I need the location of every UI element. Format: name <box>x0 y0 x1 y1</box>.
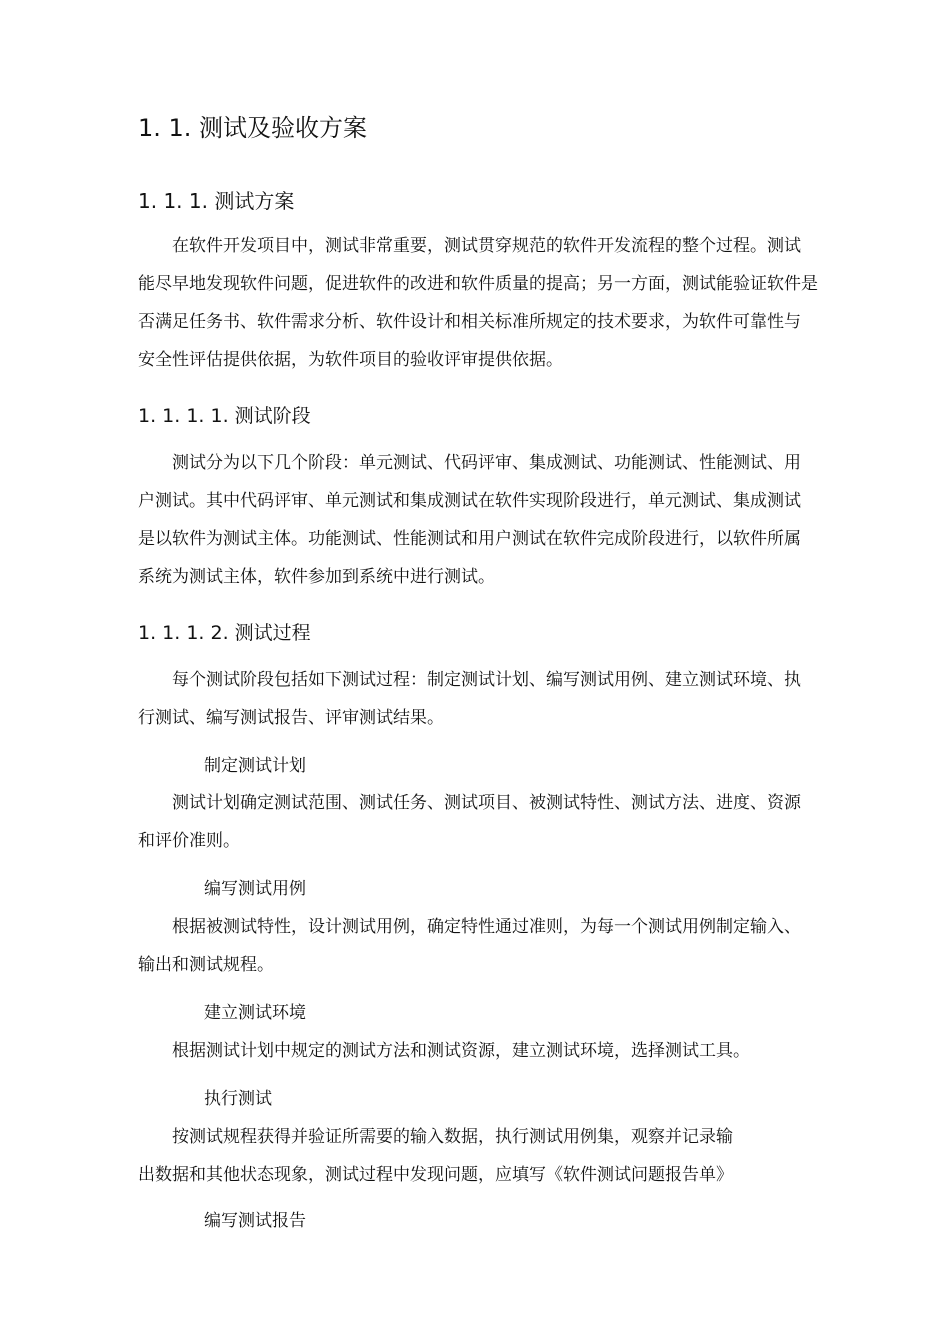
paragraph-line: 和评价准则。 <box>138 831 240 851</box>
step-title: 建立测试环境 <box>204 1003 306 1023</box>
step-paragraph <box>138 1032 898 1070</box>
step-title: 执行测试 <box>204 1089 272 1109</box>
heading-1: 1. 1. 测试及验收方案 <box>138 114 368 142</box>
paragraph-line: 在软件开发项目中，测试非常重要，测试贯穿规范的软件开发流程的整个过程。测试 <box>172 236 801 256</box>
intro-paragraph <box>138 227 898 379</box>
step-paragraph <box>138 784 898 860</box>
heading-test-process: 1. 1. 1. 2. 测试过程 <box>138 622 311 644</box>
paragraph-line: 测试分为以下几个阶段：单元测试、代码评审、集成测试、功能测试、性能测试、用 <box>172 453 801 473</box>
process-paragraph <box>138 661 898 737</box>
step-title: 编写测试用例 <box>204 879 306 899</box>
paragraph-line: 户测试。其中代码评审、单元测试和集成测试在软件实现阶段进行，单元测试、集成测试 <box>138 491 801 511</box>
step-paragraph <box>138 1118 898 1194</box>
paragraph-line: 输出和测试规程。 <box>138 955 274 975</box>
paragraph-line: 根据被测试特性，设计测试用例，确定特性通过准则，为每一个测试用例制定输入、 <box>172 917 801 937</box>
step-title: 编写测试报告 <box>204 1211 306 1231</box>
stage-paragraph <box>138 444 898 596</box>
paragraph-line: 出数据和其他状态现象，测试过程中发现问题，应填写《软件测试问题报告单》 <box>138 1165 733 1185</box>
paragraph-line: 按测试规程获得并验证所需要的输入数据，执行测试用例集，观察并记录输 <box>172 1127 733 1147</box>
step-paragraph <box>138 908 898 984</box>
paragraph-line: 能尽早地发现软件问题，促进软件的改进和软件质量的提高；另一方面，测试能验证软件是 <box>138 274 818 294</box>
paragraph-line: 系统为测试主体，软件参加到系统中进行测试。 <box>138 567 495 587</box>
paragraph-line: 行测试、编写测试报告、评审测试结果。 <box>138 708 444 728</box>
heading-test-stage: 1. 1. 1. 1. 测试阶段 <box>138 405 311 427</box>
paragraph-line: 根据测试计划中规定的测试方法和测试资源，建立测试环境，选择测试工具。 <box>172 1041 750 1061</box>
paragraph-line: 安全性评估提供依据，为软件项目的验收评审提供依据。 <box>138 350 563 370</box>
paragraph-line: 否满足任务书、软件需求分析、软件设计和相关标准所规定的技术要求，为软件可靠性与 <box>138 312 801 332</box>
paragraph-line: 测试计划确定测试范围、测试任务、测试项目、被测试特性、测试方法、进度、资源 <box>172 793 801 813</box>
step-title: 制定测试计划 <box>204 756 306 776</box>
heading-2: 1. 1. 1. 测试方案 <box>138 189 295 213</box>
paragraph-line: 每个测试阶段包括如下测试过程：制定测试计划、编写测试用例、建立测试环境、执 <box>172 670 801 690</box>
paragraph-line: 是以软件为测试主体。功能测试、性能测试和用户测试在软件完成阶段进行，以软件所属 <box>138 529 801 549</box>
